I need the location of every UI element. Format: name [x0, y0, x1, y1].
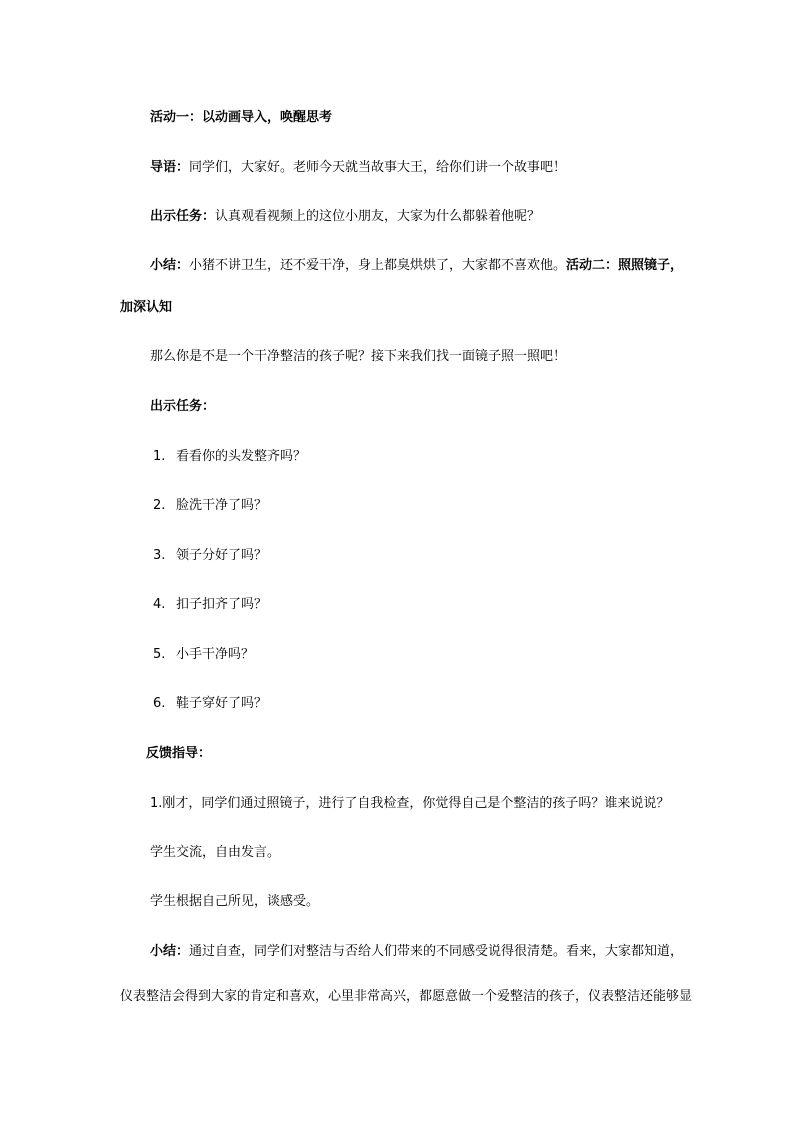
- list-item-text: 脸洗干净了吗？: [176, 498, 268, 513]
- summary2-text-line1: 通过自查，同学们对整洁与否给人们带来的不同感受说得很清楚。看来，大家都知道，: [189, 944, 684, 959]
- summary1-text: 小猪不讲卫生，还不爱干净，身上都臭烘烘了，大家都不喜欢他。: [189, 258, 567, 273]
- list-item: [153, 647, 254, 663]
- list-item-number: 1.: [153, 449, 166, 464]
- list-item: [153, 597, 267, 613]
- activity1-heading: 活动一：以动画导入，唤醒思考: [150, 110, 333, 125]
- summary1-label: 小结：: [150, 258, 190, 273]
- summary2-text-line2: 仪表整洁会得到大家的肯定和喜欢，心里非常高兴，都愿意做一个爱整洁的孩子，仪表整洁还能够显: [120, 989, 693, 1004]
- feedback-paragraph-3: 学生根据自己所见，谈感受。: [150, 894, 320, 909]
- intro-text: 同学们，大家好。老师今天就当故事大王，给你们讲一个故事吧！: [189, 160, 567, 175]
- list-item-number: 3.: [153, 548, 166, 563]
- list-item: [153, 498, 267, 514]
- question-paragraph: 那么你是不是一个干净整洁的孩子呢？接下来我们找一面镜子照一照吧！: [150, 349, 567, 364]
- list-item-text: 小手干净吗？: [176, 647, 255, 662]
- list-item-number: 4.: [153, 597, 166, 612]
- task1-text: 认真观看视频上的这位小朋友，大家为什么都躲着他呢？: [215, 209, 541, 224]
- activity2-heading-end: 加深认知: [120, 300, 173, 315]
- list-item-text: 鞋子穿好了吗？: [176, 696, 268, 711]
- task2-label: 出示任务：: [150, 399, 216, 414]
- list-item-number: 2.: [153, 498, 166, 513]
- activity2-heading-start: 活动二：照照镜子，: [566, 258, 684, 273]
- list-item-number: 5.: [153, 647, 166, 662]
- summary2-paragraph: [150, 944, 683, 960]
- task1-paragraph: [150, 209, 540, 225]
- task1-label: 出示任务：: [150, 209, 216, 224]
- feedback-paragraph-1: 1.刚才，同学们通过照镜子，进行了自我检查，你觉得自己是个整洁的孩子吗？谁来说说？: [150, 796, 670, 811]
- list-item-text: 领子分好了吗？: [176, 548, 268, 563]
- feedback-label: 反馈指导：: [146, 746, 212, 761]
- summary2-label: 小结：: [150, 944, 190, 959]
- list-item-text: 看看你的头发整齐吗？: [176, 449, 307, 464]
- intro-label: 导语：: [150, 160, 190, 175]
- intro-paragraph: [150, 160, 566, 176]
- list-item: [153, 449, 306, 465]
- list-item-number: 6.: [153, 696, 166, 711]
- list-item: [153, 696, 267, 712]
- feedback-paragraph-2: 学生交流，自由发言。: [150, 845, 281, 860]
- summary1-paragraph: [150, 258, 683, 274]
- list-item-text: 扣子扣齐了吗？: [176, 597, 268, 612]
- list-item: [153, 548, 267, 564]
